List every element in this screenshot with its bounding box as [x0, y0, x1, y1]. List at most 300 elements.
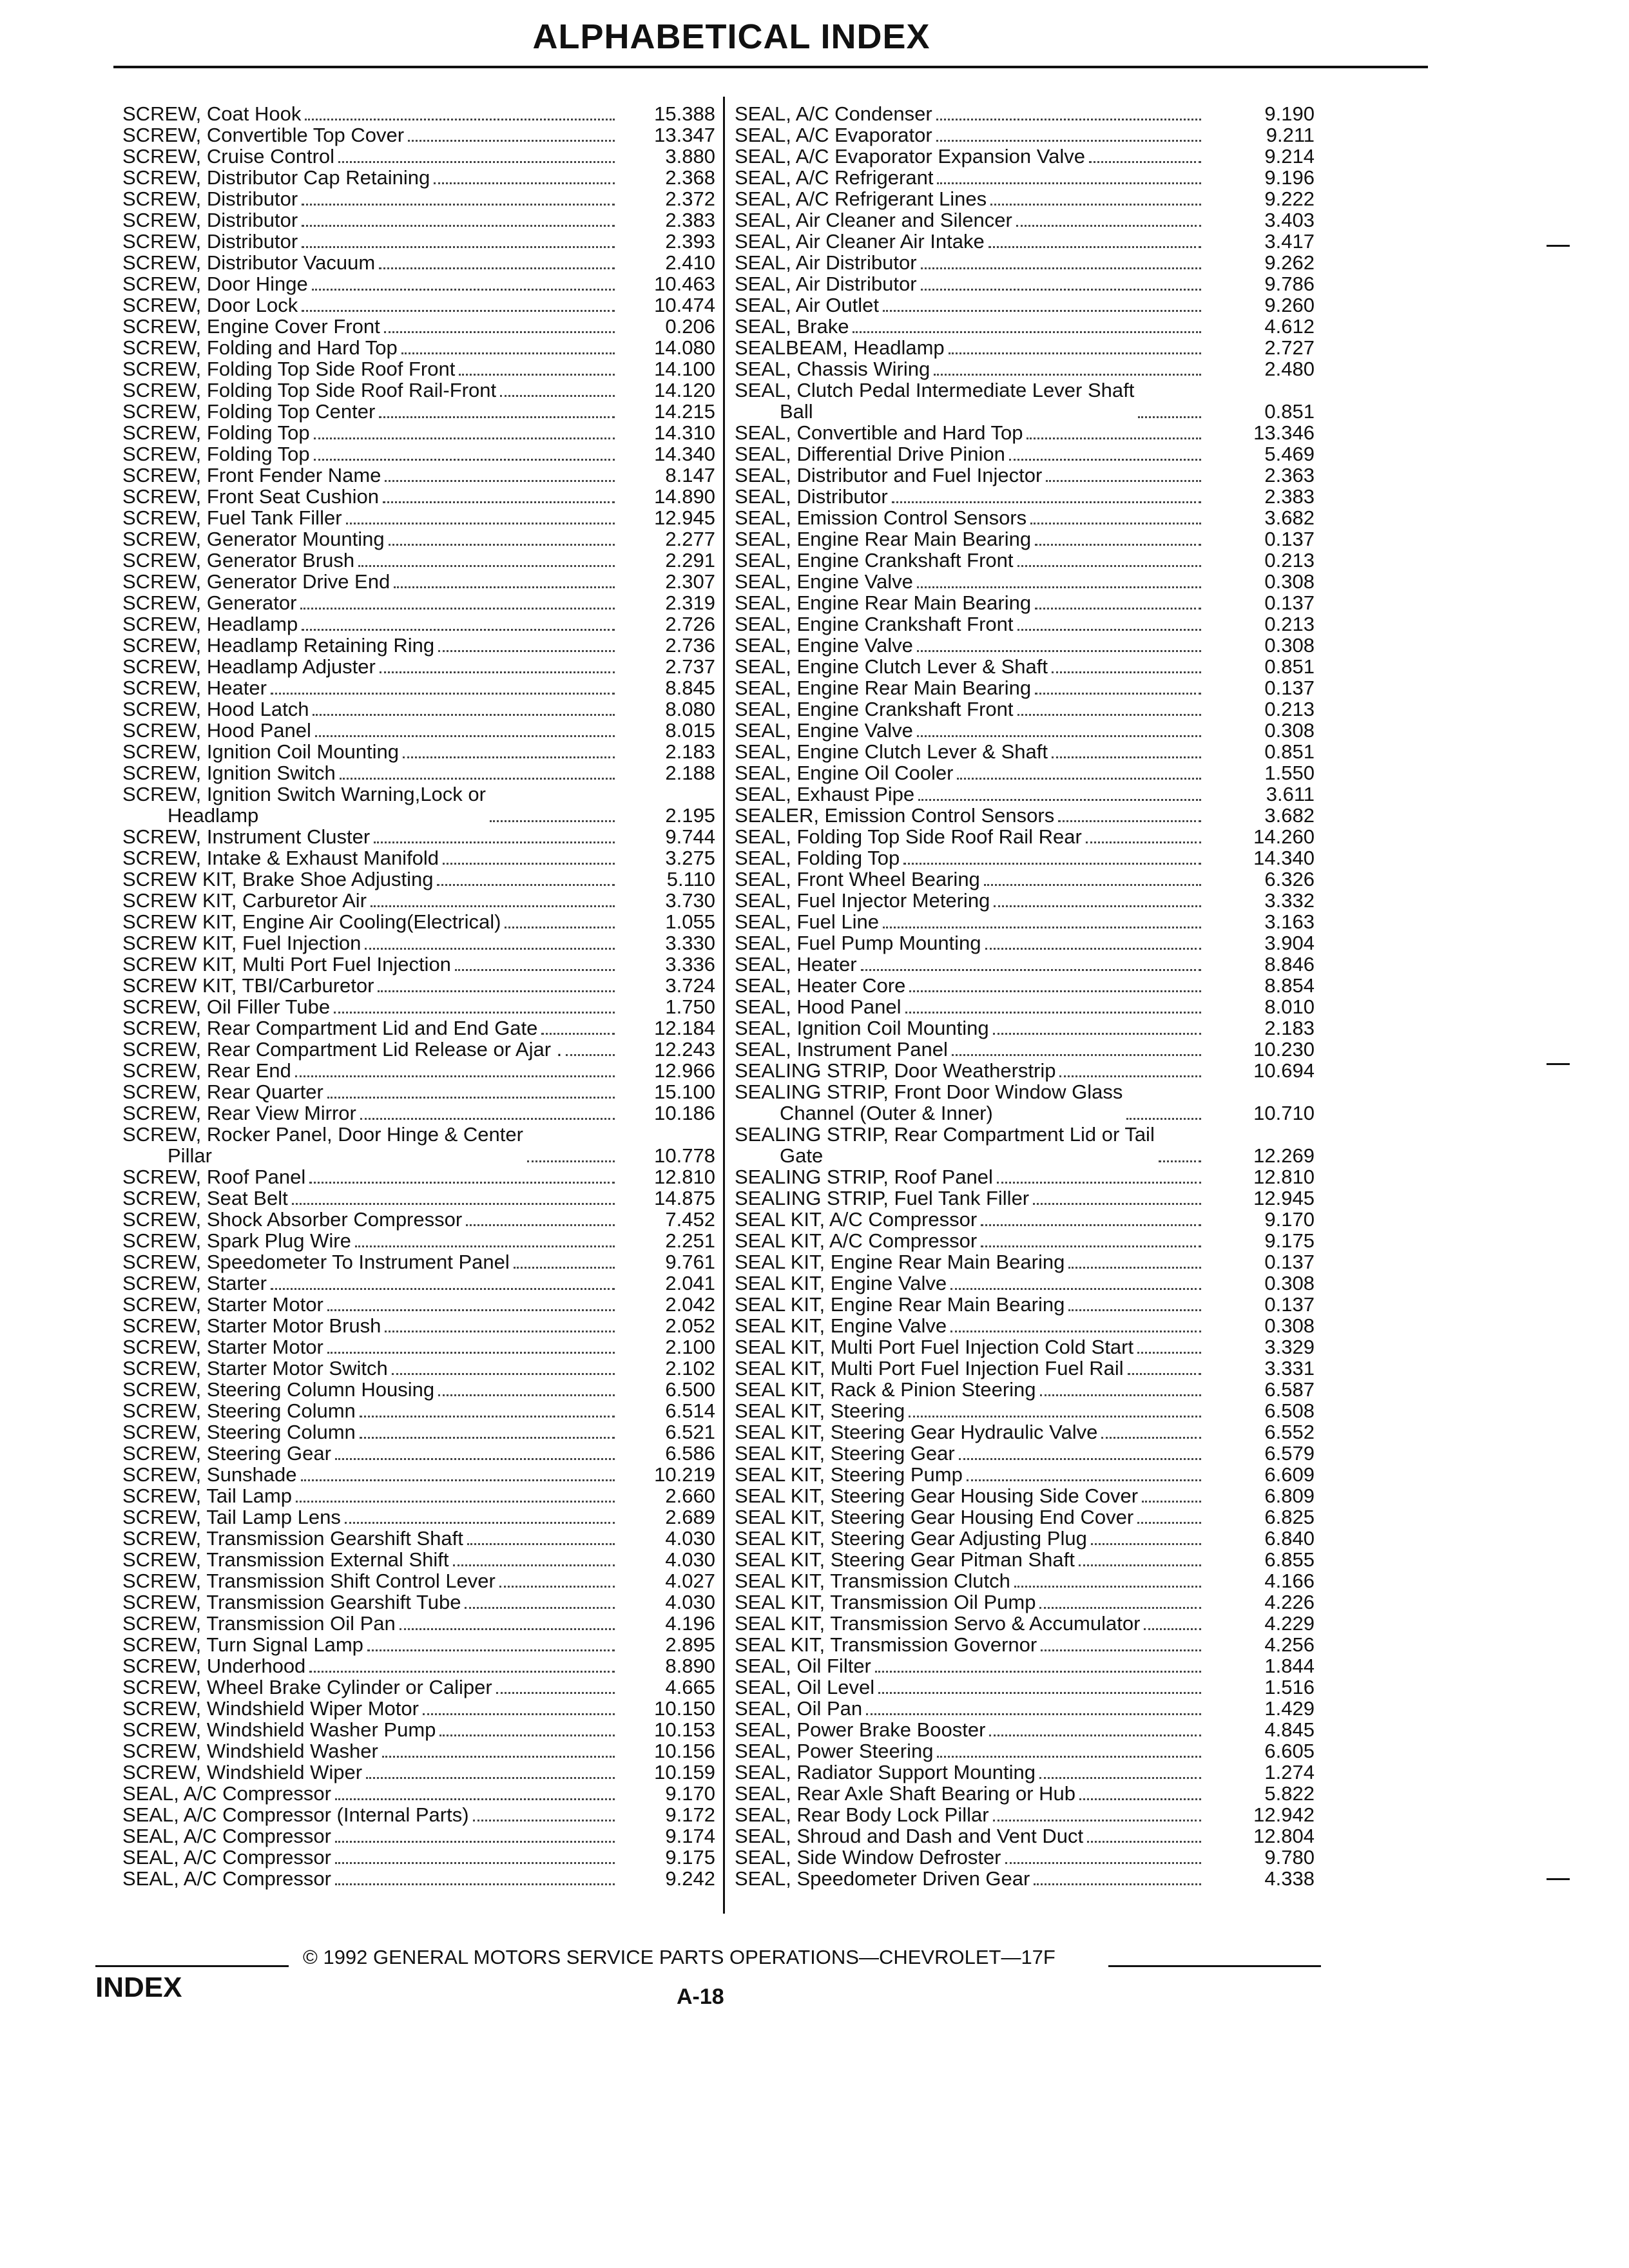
entry-label: SCREW, Door Hinge [122, 273, 308, 295]
index-entry [735, 422, 1315, 443]
entry-label: SEAL, Heater Core [735, 974, 906, 997]
index-entry [122, 103, 715, 124]
entry-page-ref: 9.175 [665, 1846, 715, 1869]
entry-label-continuation: Gate [780, 1144, 824, 1167]
dot-leader [313, 713, 615, 716]
entry-page-ref: 0.851 [1264, 400, 1315, 423]
entry-label-line: SEAL, Clutch Pedal Intermediate Lever Shaft [735, 379, 1135, 401]
entry-page-ref: 2.737 [665, 655, 715, 678]
entry-page-ref: 2.727 [1264, 336, 1315, 359]
entry-page-ref: 1.750 [665, 995, 715, 1018]
dot-leader [918, 798, 1201, 801]
index-entry [122, 1166, 715, 1187]
dot-leader [903, 862, 1201, 865]
index-entry [122, 231, 715, 252]
entry-page-ref: 4.030 [665, 1591, 715, 1613]
entry-label: SCREW, Headlamp Adjuster [122, 655, 376, 678]
entry-label: SEAL, A/C Compressor [122, 1782, 331, 1805]
dot-leader [917, 649, 1201, 652]
entry-page-ref: 14.340 [654, 443, 715, 465]
index-entry [122, 1740, 715, 1762]
index-entry [122, 1209, 715, 1230]
index-entry [735, 550, 1315, 571]
entry-label: SCREW, Sunshade [122, 1463, 297, 1486]
dot-leader [1068, 1266, 1201, 1269]
entry-page-ref: 8.854 [1264, 974, 1315, 997]
index-entry [122, 762, 715, 783]
index-entry [735, 316, 1315, 337]
entry-label: SEAL, Air Cleaner Air Intake [735, 230, 985, 253]
entry-label: SEAL, Fuel Line [735, 910, 880, 933]
dot-leader [1046, 479, 1201, 482]
dot-leader [952, 1053, 1201, 1056]
index-entry [735, 592, 1315, 613]
dot-leader [315, 735, 615, 737]
dot-leader [408, 139, 615, 142]
dot-leader [335, 1883, 615, 1885]
entry-label: SEAL, Fuel Injector Metering [735, 889, 990, 912]
index-entry [122, 571, 715, 592]
entry-page-ref: 10.159 [654, 1761, 715, 1783]
index-entry [122, 1294, 715, 1315]
entry-label: SCREW, Ignition Switch [122, 762, 336, 784]
dot-leader [909, 1415, 1201, 1418]
entry-page-ref: 6.514 [665, 1399, 715, 1422]
dot-leader [1035, 607, 1201, 610]
dot-leader [878, 1691, 1201, 1694]
dot-leader [1079, 1564, 1201, 1566]
dot-leader [305, 118, 615, 120]
index-entry [735, 1336, 1315, 1358]
index-entry [735, 869, 1315, 890]
entry-label: SCREW, Door Lock [122, 294, 298, 316]
dot-leader [993, 1032, 1201, 1035]
entry-page-ref: 0.308 [1264, 1314, 1315, 1337]
dot-leader [334, 1011, 615, 1014]
entry-page-ref: 12.945 [654, 506, 715, 529]
index-entry [122, 996, 715, 1017]
index-entry [122, 1868, 715, 1889]
dot-leader [271, 1287, 615, 1290]
entry-label: SCREW, Tail Lamp Lens [122, 1506, 341, 1528]
index-entry [122, 592, 715, 613]
dot-leader [1137, 1521, 1201, 1524]
index-entry [735, 1273, 1315, 1294]
index-entry [122, 1358, 715, 1379]
entry-page-ref: 2.895 [665, 1633, 715, 1656]
dot-leader [453, 1564, 615, 1566]
entry-page-ref: 8.890 [665, 1655, 715, 1677]
entry-label: SCREW, Starter Motor Switch [122, 1357, 388, 1379]
index-entry [735, 380, 1315, 422]
entry-page-ref: 13.346 [1253, 421, 1315, 444]
entry-label: SCREW, Underhood [122, 1655, 306, 1677]
entry-page-ref: 9.744 [665, 825, 715, 848]
entry-page-ref: 6.840 [1264, 1527, 1315, 1550]
index-entry [122, 1485, 715, 1506]
entry-label: SCREW, Folding Top Side Roof Rail-Front [122, 379, 497, 401]
entry-page-ref: 3.611 [1266, 783, 1315, 805]
index-entry [122, 1124, 715, 1166]
index-entry [122, 1421, 715, 1443]
entry-label: SCREW, Steering Gear [122, 1442, 331, 1465]
dot-leader [466, 1224, 615, 1226]
dot-leader [985, 947, 1201, 950]
index-entry [735, 1230, 1315, 1251]
index-entry [735, 1379, 1315, 1400]
entry-label: SCREW, Steering Column [122, 1421, 356, 1443]
entry-page-ref: 6.508 [1264, 1399, 1315, 1422]
dot-leader [392, 1372, 615, 1375]
margin-mark [1547, 1063, 1570, 1065]
entry-label: SEAL, Fuel Pump Mounting [735, 932, 981, 954]
entry-label: SCREW, Starter Motor [122, 1293, 323, 1316]
dot-leader [1128, 1372, 1201, 1375]
dot-leader [335, 1457, 615, 1460]
entry-label: SEAL, Engine Rear Main Bearing [735, 591, 1032, 614]
entry-page-ref: 2.277 [665, 528, 715, 550]
dot-leader [1059, 1075, 1201, 1077]
entry-label: SCREW, Ignition Coil Mounting [122, 740, 400, 763]
entry-page-ref: 3.417 [1264, 230, 1315, 253]
index-entry [735, 1081, 1315, 1124]
dot-leader [434, 182, 615, 184]
entry-label: SEAL, Engine Crankshaft Front [735, 613, 1014, 635]
dot-leader [993, 1819, 1201, 1821]
entry-label [735, 1124, 1155, 1166]
index-entry [122, 954, 715, 975]
dot-leader [1017, 564, 1201, 567]
entry-page-ref: 9.172 [665, 1803, 715, 1826]
dot-leader [1039, 1606, 1201, 1609]
entry-page-ref: 9.214 [1264, 145, 1315, 168]
index-entry [735, 1485, 1315, 1506]
entry-page-ref: 15.388 [654, 102, 715, 125]
dot-leader [866, 1713, 1201, 1715]
entry-label: SEAL, Exhaust Pipe [735, 783, 915, 805]
entry-label: SCREW, Starter Motor Brush [122, 1314, 381, 1337]
entry-page-ref: 8.080 [665, 698, 715, 720]
dot-leader [1138, 416, 1201, 418]
entry-page-ref: 4.030 [665, 1527, 715, 1550]
entry-page-ref: 13.347 [654, 124, 715, 146]
dot-leader [950, 1330, 1201, 1332]
index-entry [735, 294, 1315, 316]
index-entry [122, 1549, 715, 1570]
index-entry [735, 1528, 1315, 1549]
entry-label: SEAL, Engine Crankshaft Front [735, 698, 1014, 720]
index-entry [735, 1166, 1315, 1187]
index-entry [122, 188, 715, 209]
entry-page-ref: 9.190 [1264, 102, 1315, 125]
entry-label: SEAL, Engine Valve [735, 719, 913, 742]
entry-label: SCREW, Generator Drive End [122, 570, 390, 593]
entry-label: SCREW, Windshield Washer [122, 1740, 378, 1762]
entry-page-ref: 9.262 [1264, 251, 1315, 274]
dot-leader [917, 735, 1201, 737]
entry-label: SEAL, Air Cleaner and Silencer [735, 209, 1012, 231]
entry-page-ref: 0.851 [1264, 740, 1315, 763]
entry-label: SEAL, Hood Panel [735, 995, 901, 1018]
index-entry [122, 932, 715, 954]
entry-label: SEAL KIT, Steering Gear [735, 1442, 955, 1465]
entry-label: SEAL, Air Distributor [735, 251, 917, 274]
dot-leader [394, 586, 615, 588]
entry-page-ref: 0.213 [1264, 549, 1315, 572]
entry-page-ref: 9.242 [665, 1867, 715, 1890]
index-entry [735, 1825, 1315, 1847]
entry-label: SEAL, Emission Control Sensors [735, 506, 1027, 529]
index-entry [735, 720, 1315, 741]
entry-label: SCREW, Distributor [122, 230, 298, 253]
index-entry [735, 146, 1315, 167]
entry-label-continuation: Ball [780, 400, 813, 423]
entry-label: SEALER, Emission Control Sensors [735, 804, 1055, 827]
dot-leader [1014, 1585, 1201, 1588]
entry-page-ref: 2.736 [665, 634, 715, 657]
dot-leader [1087, 1840, 1201, 1843]
index-entry [735, 1783, 1315, 1804]
entry-page-ref: 1.550 [1264, 762, 1315, 784]
index-entry [735, 911, 1315, 932]
entry-label: SEAL, Folding Top [735, 847, 900, 869]
entry-page-ref: 8.845 [665, 677, 715, 699]
index-entry [122, 1677, 715, 1698]
dot-leader [1027, 437, 1201, 439]
index-entry [735, 698, 1315, 720]
entry-label: SEAL, Oil Pan [735, 1697, 863, 1720]
entry-page-ref: 9.170 [665, 1782, 715, 1805]
entry-page-ref: 9.175 [1264, 1229, 1315, 1252]
entry-page-ref: 2.480 [1264, 358, 1315, 380]
index-entry [122, 1698, 715, 1719]
entry-label: SCREW, Steering Column Housing [122, 1378, 435, 1401]
dot-leader [335, 1861, 615, 1864]
dot-leader [335, 1840, 615, 1843]
dot-leader [997, 1181, 1201, 1184]
dot-leader [981, 1245, 1201, 1247]
entry-label: SCREW, Rear End [122, 1059, 291, 1082]
entry-label: SCREW, Rear Compartment Lid and End Gate [122, 1017, 538, 1039]
index-entry [122, 613, 715, 635]
entry-page-ref: 0.137 [1264, 591, 1315, 614]
index-entry [735, 486, 1315, 507]
entry-label [122, 1124, 523, 1166]
index-entry [122, 146, 715, 167]
dot-leader [360, 1117, 615, 1120]
dot-leader [366, 1776, 615, 1779]
dot-leader [883, 926, 1201, 928]
index-entry [735, 805, 1315, 826]
dot-leader [921, 267, 1201, 269]
dot-leader [1137, 1351, 1201, 1354]
dot-leader [950, 1287, 1201, 1290]
entry-label: SCREW, Starter Motor [122, 1336, 323, 1358]
entry-label: SEAL, Ignition Coil Mounting [735, 1017, 989, 1039]
dot-leader [566, 1053, 615, 1056]
entry-page-ref: 10.778 [654, 1144, 715, 1167]
index-entry [735, 932, 1315, 954]
index-entry [735, 1804, 1315, 1825]
dot-leader [883, 309, 1201, 312]
entry-label: SEAL KIT, Steering Gear Hydraulic Valve [735, 1421, 1098, 1443]
dot-leader [403, 756, 615, 758]
entry-page-ref: 2.291 [665, 549, 715, 572]
dot-leader [1159, 1160, 1201, 1162]
entry-label: SCREW, Starter [122, 1272, 267, 1294]
index-entry [122, 294, 715, 316]
dot-leader [514, 1266, 615, 1269]
dot-leader [302, 203, 615, 206]
entry-label: SCREW, Transmission Gearshift Shaft [122, 1527, 463, 1550]
index-entry [122, 1783, 715, 1804]
index-entry [735, 1039, 1315, 1060]
entry-page-ref: 8.846 [1264, 953, 1315, 975]
entry-label: SCREW, Coat Hook [122, 102, 302, 125]
dot-leader [1091, 1542, 1201, 1545]
dot-leader [1033, 1202, 1201, 1205]
index-entry [735, 635, 1315, 656]
entry-page-ref: 9.761 [665, 1251, 715, 1273]
dot-leader [1144, 1628, 1201, 1630]
index-entry [122, 1379, 715, 1400]
index-entry [735, 1677, 1315, 1698]
entry-page-ref: 1.274 [1264, 1761, 1315, 1783]
entry-label: SEAL, Differential Drive Pinion [735, 443, 1005, 465]
dot-leader [401, 352, 615, 354]
dot-leader [957, 777, 1201, 780]
entry-label: SCREW KIT, Carburetor Air [122, 889, 367, 912]
entry-page-ref: 4.612 [1264, 315, 1315, 338]
dot-leader [499, 1585, 615, 1588]
dot-leader [1079, 1798, 1201, 1800]
index-entry [735, 1358, 1315, 1379]
index-entry [735, 443, 1315, 465]
index-entry [735, 847, 1315, 869]
entry-page-ref: 1.516 [1264, 1676, 1315, 1698]
entry-page-ref: 3.682 [1264, 506, 1315, 529]
dot-leader [439, 1734, 615, 1736]
entry-label: SCREW, Headlamp [122, 613, 298, 635]
dot-leader [473, 1819, 615, 1821]
index-entry [735, 1740, 1315, 1762]
index-entry [122, 465, 715, 486]
entry-page-ref: 14.100 [654, 358, 715, 380]
entry-label [735, 1081, 1123, 1124]
entry-page-ref: 2.183 [1264, 1017, 1315, 1039]
dot-leader [1041, 1649, 1201, 1651]
margin-mark [1547, 1878, 1570, 1880]
dot-leader [355, 1245, 615, 1247]
entry-label: SEAL KIT, A/C Compressor [735, 1229, 978, 1252]
entry-page-ref: 4.256 [1264, 1633, 1315, 1656]
index-entry [122, 337, 715, 358]
dot-leader [1009, 458, 1201, 461]
index-entry [122, 1655, 715, 1677]
entry-page-ref: 4.338 [1264, 1867, 1315, 1890]
index-entry [122, 1081, 715, 1102]
dot-leader [967, 1479, 1201, 1481]
entry-page-ref: 2.393 [665, 230, 715, 253]
index-entry [735, 1209, 1315, 1230]
entry-label: SCREW, Rear Compartment Lid Release or Ajar . [122, 1038, 563, 1061]
entry-page-ref: 0.213 [1264, 698, 1315, 720]
entry-label: SEAL KIT, Steering Gear Housing End Cover [735, 1506, 1134, 1528]
dot-leader [379, 267, 615, 269]
dot-leader [988, 245, 1201, 248]
entry-page-ref: 2.042 [665, 1293, 715, 1316]
entry-label: SEAL, Distributor and Fuel Injector [735, 464, 1043, 486]
dot-leader [385, 479, 615, 482]
entry-page-ref: 2.102 [665, 1357, 715, 1379]
entry-page-ref: 5.469 [1264, 443, 1315, 465]
index-entry [735, 1443, 1315, 1464]
entry-label: SCREW, Instrument Cluster [122, 825, 371, 848]
entry-page-ref: 2.183 [665, 740, 715, 763]
entry-label: SCREW, Folding Top [122, 443, 310, 465]
dot-leader [340, 777, 615, 780]
entry-page-ref: 14.120 [654, 379, 715, 401]
entry-page-ref: 2.319 [665, 591, 715, 614]
entry-page-ref: 6.521 [665, 1421, 715, 1443]
index-entry [122, 869, 715, 890]
index-entry [122, 1613, 715, 1634]
entry-page-ref: 2.689 [665, 1506, 715, 1528]
index-entry [735, 677, 1315, 698]
dot-leader [1052, 756, 1201, 758]
entry-page-ref: 2.410 [665, 251, 715, 274]
index-entry [735, 1400, 1315, 1421]
entry-page-ref: 2.383 [1264, 485, 1315, 508]
entry-label: SCREW, Rear View Mirror [122, 1102, 356, 1124]
index-entry [122, 1762, 715, 1783]
index-entry [735, 656, 1315, 677]
entry-page-ref: 2.372 [665, 187, 715, 210]
entry-page-ref: 8.015 [665, 719, 715, 742]
dot-leader [1058, 820, 1201, 822]
entry-label: SEAL KIT, Steering Gear Adjusting Plug [735, 1527, 1087, 1550]
dot-leader [496, 1691, 615, 1694]
dot-leader [271, 692, 615, 695]
index-entry [122, 1825, 715, 1847]
entry-page-ref: 7.452 [665, 1208, 715, 1231]
entry-label: SCREW, Windshield Wiper Motor [122, 1697, 419, 1720]
entry-page-ref: 3.331 [1264, 1357, 1315, 1379]
entry-label: SCREW KIT, Engine Air Cooling(Electrical) [122, 910, 501, 933]
entry-page-ref: 12.942 [1253, 1803, 1315, 1826]
entry-label: SCREW, Generator Mounting [122, 528, 385, 550]
index-entry [735, 124, 1315, 146]
index-entry [122, 783, 715, 826]
entry-page-ref: 10.474 [654, 294, 715, 316]
entry-label: SCREW KIT, TBI/Carburetor [122, 974, 374, 997]
entry-label: SCREW, Engine Cover Front [122, 315, 380, 338]
entry-label: SEAL KIT, Transmission Governor [735, 1633, 1037, 1656]
index-entry [122, 890, 715, 911]
left-index-column [122, 103, 715, 1889]
dot-leader [1052, 671, 1201, 673]
dot-leader [335, 1798, 615, 1800]
entry-label: SCREW, Front Fender Name [122, 464, 381, 486]
dot-leader [378, 990, 615, 992]
index-entry [735, 167, 1315, 188]
index-entry [735, 741, 1315, 762]
dot-leader [1016, 224, 1201, 227]
index-entry [122, 847, 715, 869]
entry-page-ref: 6.586 [665, 1442, 715, 1465]
entry-label: SCREW, Rear Quarter [122, 1081, 323, 1103]
entry-page-ref: 12.810 [654, 1166, 715, 1188]
